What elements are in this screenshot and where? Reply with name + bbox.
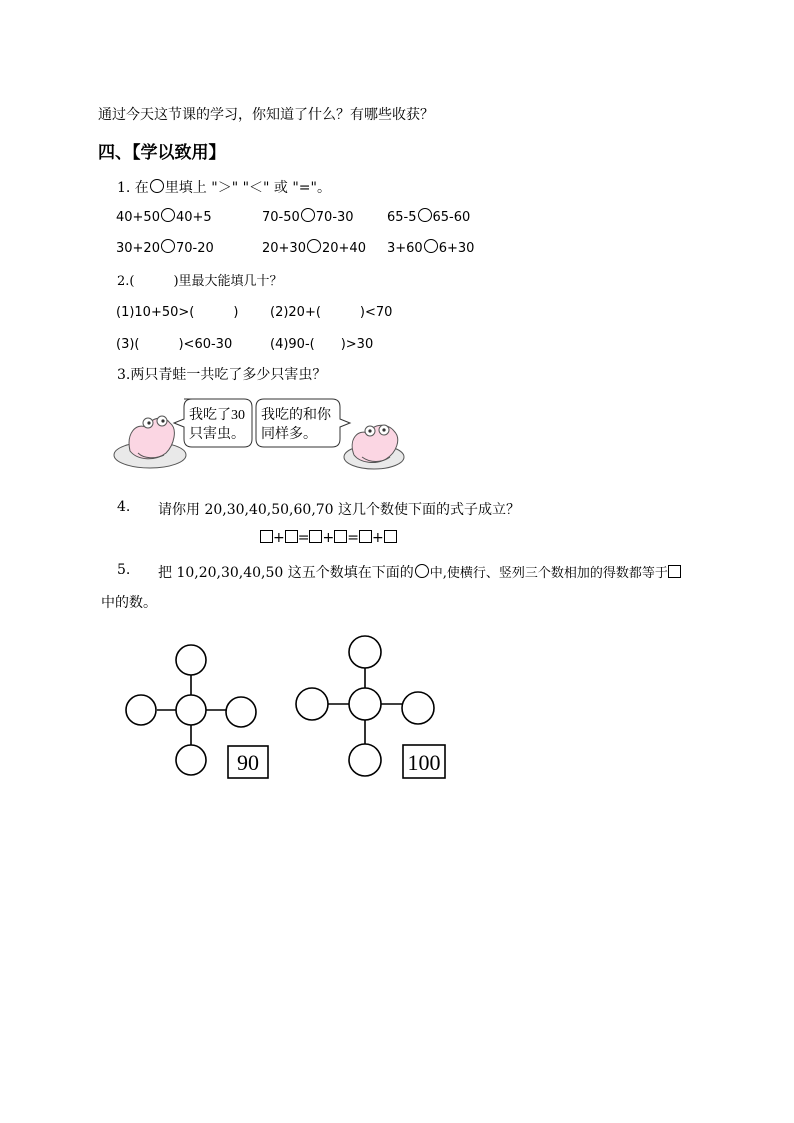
left-speech-bubble (174, 399, 252, 447)
q1-item-5 (262, 239, 366, 256)
q1-prompt-a: 1. 在 (117, 180, 149, 196)
q5-prompt (158, 562, 681, 582)
right-frog-image (344, 425, 404, 469)
q3-prompt: 3.两只青蛙一共吃了多少只害虫？ (117, 367, 327, 383)
q1-prompt (117, 177, 331, 197)
target-value-1: 90 (237, 750, 259, 775)
q2-prompt: 2.( )里最大能填几十？ (117, 274, 283, 289)
cross-2-bottom-circle[interactable] (349, 744, 381, 776)
q1-item-3 (387, 208, 470, 225)
q1-item-right: 20+40 (321, 241, 366, 256)
q5-prompt-a: 把 10,20,30,40,50 这五个数填在下面的 (158, 565, 414, 581)
cross-1-bottom-circle[interactable] (176, 745, 206, 775)
cross-1-center-circle[interactable] (176, 695, 206, 725)
q5-diagrams (120, 632, 460, 784)
compare-circle[interactable] (161, 239, 175, 253)
q1-item-right: 40+5 (175, 210, 212, 225)
blank-square[interactable] (334, 530, 347, 543)
q2-item-2: (2)20+( )<70 (270, 305, 393, 320)
blank-square[interactable] (359, 530, 372, 543)
q1-item-right: 65-60 (432, 210, 471, 225)
q1-item-right: 70-30 (315, 210, 354, 225)
operator: + (371, 530, 384, 546)
q1-item-left: 70-50 (262, 210, 300, 225)
operator: = (347, 530, 359, 546)
frogs-illustration (108, 393, 418, 479)
q1-item-left: 65-5 (387, 210, 417, 225)
square-icon (668, 565, 681, 578)
right-speech-bubble (256, 399, 350, 447)
circle-icon (150, 179, 164, 193)
cross-2-left-circle[interactable] (296, 688, 328, 720)
intro-question: 通过今天这节课的学习，你知道了什么？有哪些收获？ (98, 107, 434, 123)
q2-item-1: (1)10+50>( ) (116, 305, 239, 320)
q1-item-right: 6+30 (438, 241, 475, 256)
operator: + (273, 530, 285, 546)
q1-item-2 (262, 208, 354, 225)
q1-item-left: 3+60 (387, 241, 423, 256)
q4-prompt: 请你用 20,30,40,50,60,70 这几个数使下面的式子成立？ (158, 502, 521, 518)
compare-circle[interactable] (161, 208, 175, 222)
cross-2-top-circle[interactable] (349, 636, 381, 668)
cross-2-right-circle[interactable] (402, 692, 434, 724)
q2-item-3: (3)( )<60-30 (116, 337, 233, 352)
blank-square[interactable] (260, 530, 273, 543)
right-bubble-line-1: 我吃的和你 (261, 408, 331, 423)
q1-item-left: 20+30 (262, 241, 306, 256)
q5-number: 5. (117, 562, 131, 578)
q1-item-6 (387, 239, 474, 256)
right-bubble-line-2: 同样多。 (261, 427, 317, 442)
section-title: 四、【学以致用】 (98, 143, 226, 163)
q1-item-left: 40+50 (116, 210, 160, 225)
blank-square[interactable] (309, 530, 322, 543)
left-bubble-line-1: 我吃了30 (189, 408, 245, 423)
compare-circle[interactable] (307, 239, 321, 253)
q1-prompt-b: 里填上 "＞" "＜" 或 "="。 (164, 180, 331, 196)
blank-square[interactable] (285, 530, 298, 543)
q4-equation (260, 530, 397, 546)
q4-number: 4. (117, 499, 131, 515)
cross-1-left-circle[interactable] (126, 695, 156, 725)
q1-item-1 (116, 208, 212, 225)
compare-circle[interactable] (301, 208, 315, 222)
target-value-2: 100 (407, 750, 441, 775)
q1-item-left: 30+20 (116, 241, 160, 256)
cross-1-right-circle[interactable] (226, 697, 256, 727)
cross-2-center-circle[interactable] (349, 688, 381, 720)
q1-item-right: 70-20 (175, 241, 214, 256)
compare-circle[interactable] (424, 239, 438, 253)
circle-icon (415, 564, 429, 578)
blank-square[interactable] (384, 530, 397, 543)
operator: = (297, 530, 310, 546)
operator: + (322, 530, 335, 546)
q5-prompt-c: 中的数。 (101, 595, 157, 611)
cross-1-top-circle[interactable] (176, 645, 206, 675)
compare-circle[interactable] (418, 208, 432, 222)
q5-prompt-b: 中,使横行、竖列三个数相加的得数都等于 (429, 566, 668, 581)
left-bubble-line-2: 只害虫。 (189, 427, 245, 442)
q2-item-4: (4)90-( )>30 (270, 337, 374, 352)
q1-item-4 (116, 239, 214, 256)
